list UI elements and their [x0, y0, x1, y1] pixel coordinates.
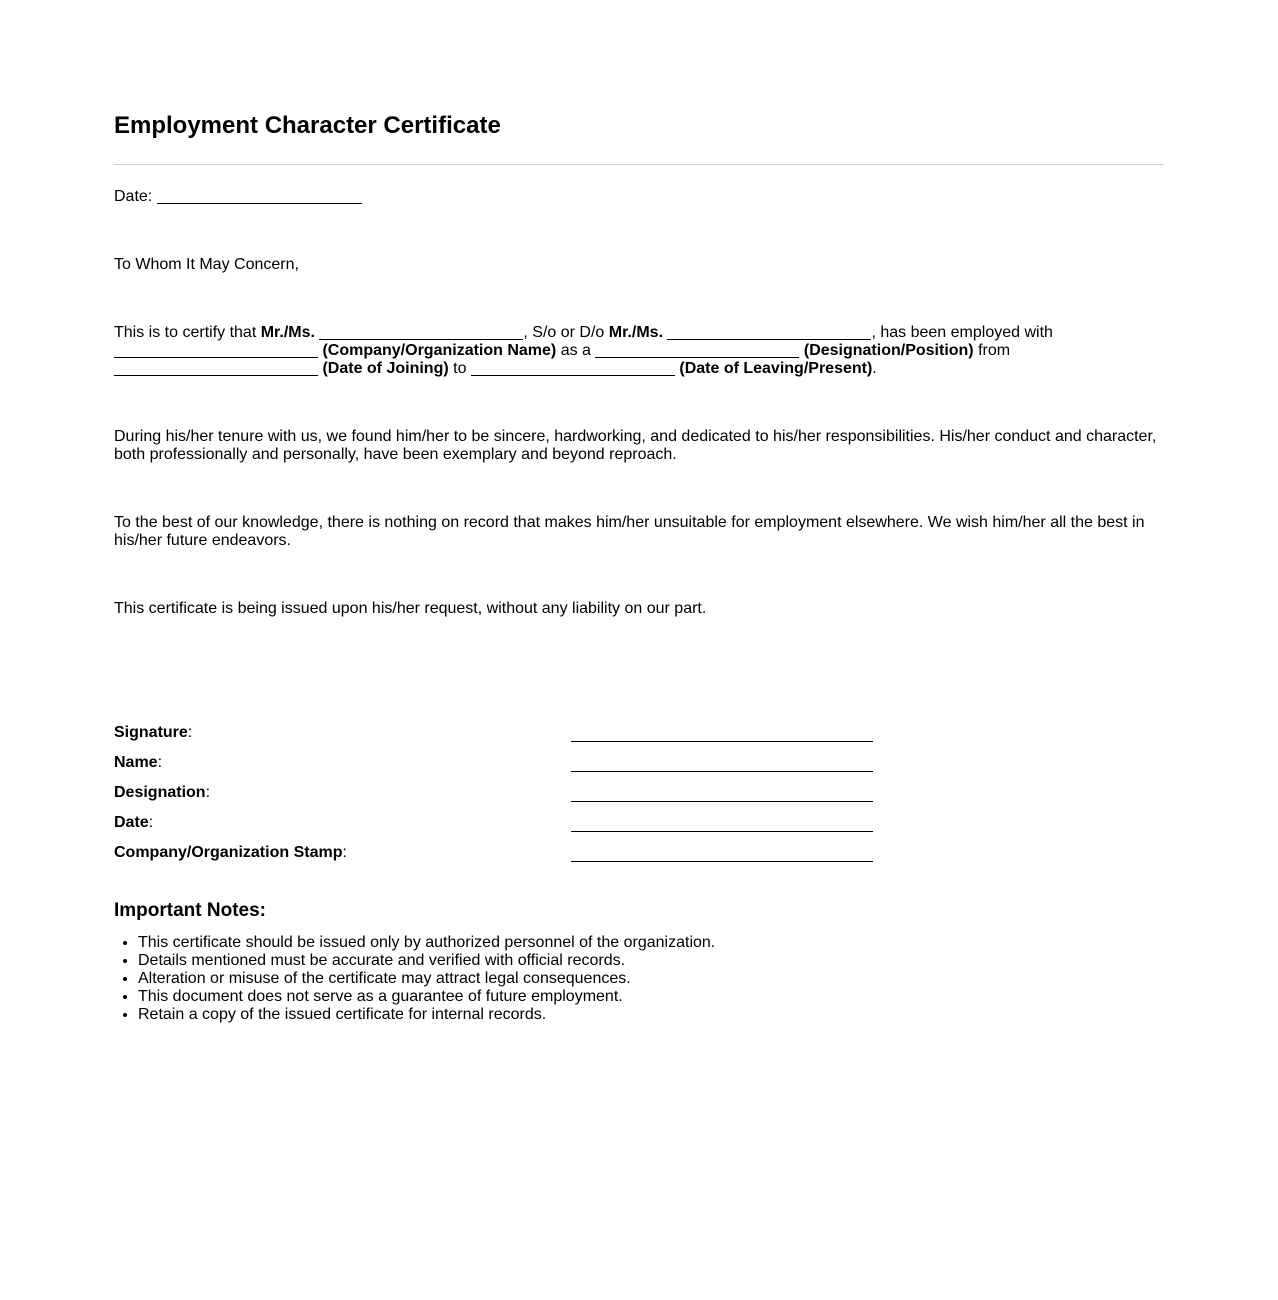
title-divider [114, 164, 1164, 165]
parent-name-blank[interactable] [667, 325, 871, 340]
issued-paragraph: This certificate is being issued upon his/her request, without any liability on our part. [114, 600, 707, 617]
list-item: • This document does not serve as a guarantee of future employment. [138, 988, 715, 1006]
employee-name-blank[interactable] [319, 325, 523, 340]
date-label-colon: : [148, 814, 154, 831]
conduct-paragraph: During his/her tenure with us, we found him/her to be sincere, hardworking, and dedicated to his/her responsibilities. His/her conduct and character, both professionally and personally, have been exemplary and beyond reproach. [114, 428, 1157, 463]
company-name-blank[interactable] [114, 343, 318, 358]
date-blank[interactable] [157, 189, 362, 204]
designation-blank[interactable] [595, 343, 799, 358]
joining-label: (Date of Joining) [322, 360, 449, 377]
honorific-employee: Mr./Ms. [260, 324, 315, 341]
signature-blank[interactable] [571, 741, 873, 742]
name-row [114, 754, 874, 776]
list-item: • Retain a copy of the issued certificate for internal records. [138, 1006, 715, 1024]
date-sig-blank[interactable] [571, 831, 873, 832]
designation-sig-blank[interactable] [571, 801, 873, 802]
from-text: from [973, 342, 1011, 359]
so-do-text: , S/o or D/o [523, 324, 609, 341]
document-title: Employment Character Certificate [114, 112, 501, 139]
date-label-text: Date [114, 814, 149, 831]
designation-label: (Designation/Position) [803, 342, 974, 359]
designation-label-text: Designation [114, 784, 206, 801]
notes-list [114, 934, 715, 1024]
leaving-date-blank[interactable] [471, 361, 675, 376]
stamp-label [114, 844, 347, 862]
date-sig-label [114, 814, 153, 832]
stamp-label-colon: : [342, 844, 347, 861]
certify-intro: This is to certify that [114, 324, 261, 341]
stamp-blank[interactable] [571, 861, 873, 862]
honorific-parent: Mr./Ms. [608, 324, 664, 341]
signature-label-text: Signature [114, 724, 188, 741]
notes-heading: Important Notes: [114, 900, 266, 921]
joining-date-blank[interactable] [114, 361, 318, 376]
date-line [114, 188, 1164, 206]
signature-row [114, 724, 874, 746]
designation-sig-label [114, 784, 210, 802]
employed-with-text: , has been employed with [871, 324, 1053, 341]
list-item: • Details mentioned must be accurate and verified with official records. [138, 952, 715, 970]
list-item: • Alteration or misuse of the certificate may attract legal consequences. [138, 970, 715, 988]
certify-end: . [872, 360, 877, 377]
certify-paragraph [114, 324, 1164, 378]
name-label-colon: : [157, 754, 163, 771]
signature-label [114, 724, 192, 742]
stamp-label-text: Company/Organization Stamp [114, 844, 343, 861]
date-row [114, 814, 874, 836]
date-label: Date: [114, 188, 153, 205]
designation-row [114, 784, 874, 806]
company-label: (Company/Organization Name) [322, 342, 557, 359]
leaving-label: (Date of Leaving/Present) [679, 360, 873, 377]
to-text: to [448, 360, 471, 377]
salutation: To Whom It May Concern, [114, 256, 299, 273]
name-label-text: Name [114, 754, 158, 771]
record-paragraph: To the best of our knowledge, there is nothing on record that makes him/her unsuitable for employment elsewhere. We wish him/her all the best in his/her future endeavors. [114, 514, 1145, 549]
list-item: • This certificate should be issued only by authorized personnel of the organization. [138, 934, 715, 952]
name-label [114, 754, 162, 772]
designation-label-colon: : [205, 784, 211, 801]
as-a-text: as a [556, 342, 596, 359]
signature-label-colon: : [187, 724, 193, 741]
stamp-row [114, 844, 874, 866]
name-blank[interactable] [571, 771, 873, 772]
